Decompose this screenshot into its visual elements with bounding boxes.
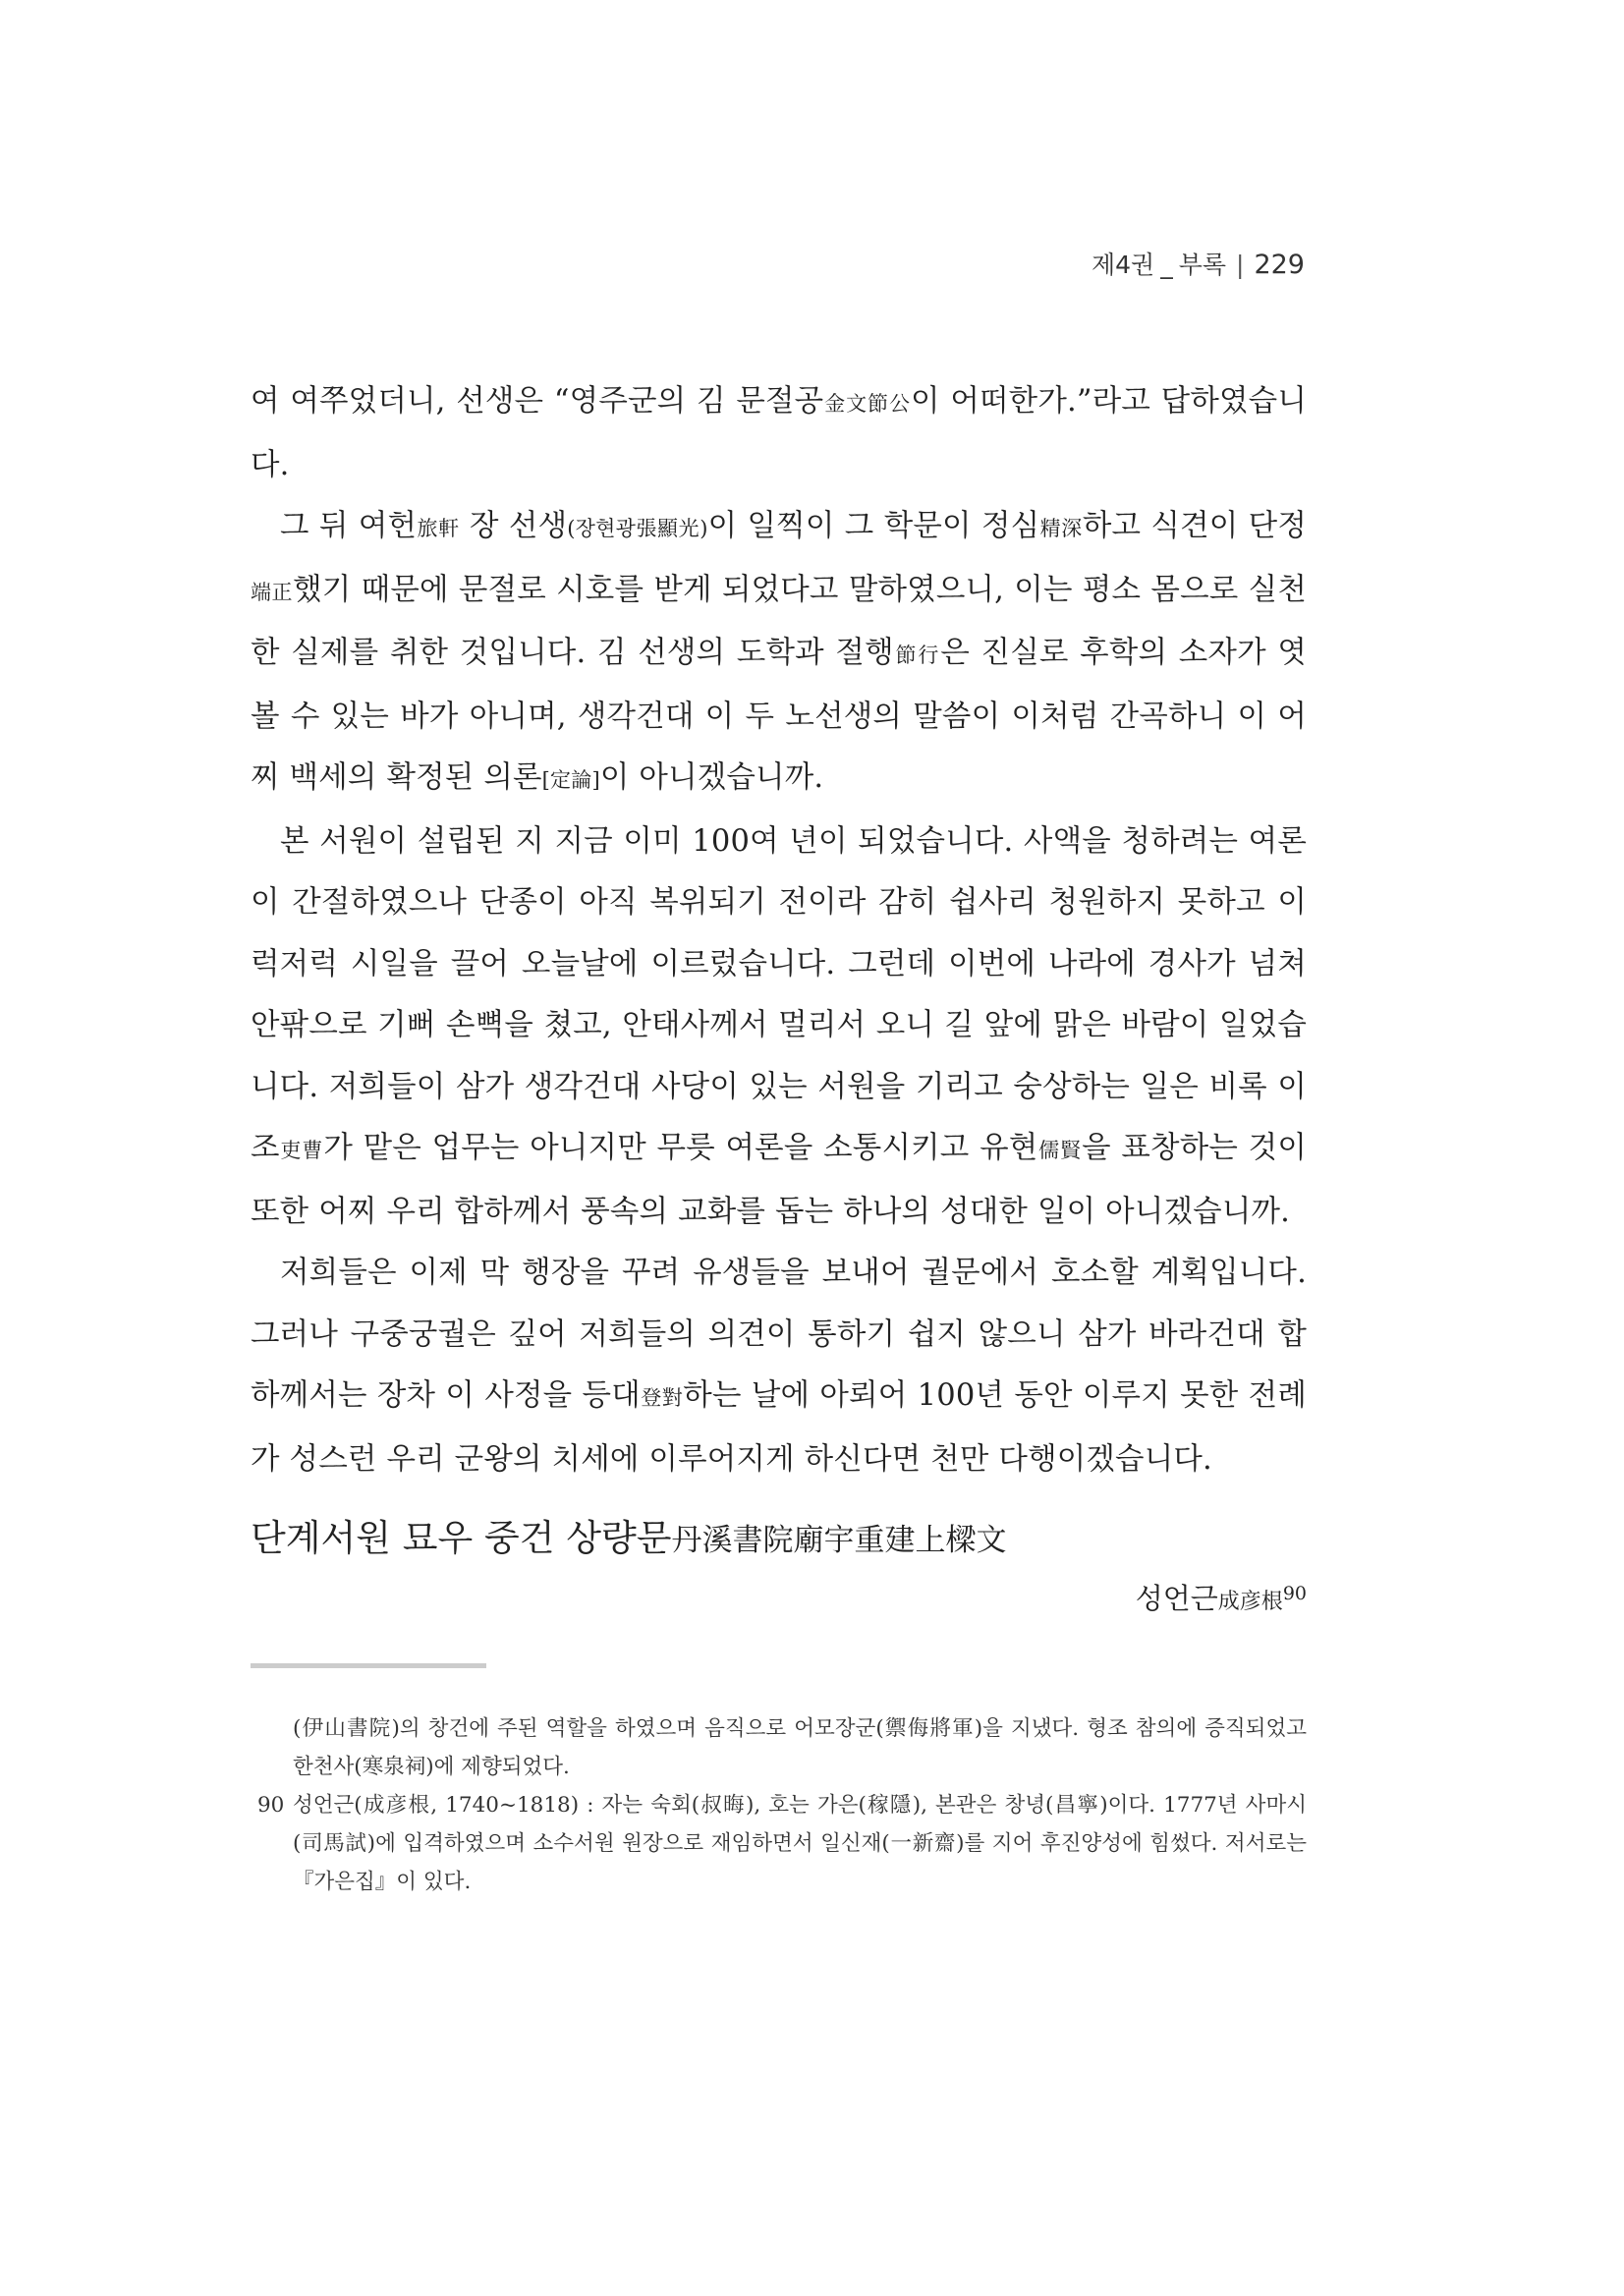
hanja-gloss: 節行: [893, 644, 941, 667]
section-title-korean: 단계서원 묘우 중건 상량문: [251, 1517, 672, 1559]
author-line: [1136, 1577, 1307, 1617]
header-underscore: _: [1160, 251, 1173, 279]
author-hanja: 成彦根: [1217, 1590, 1283, 1614]
text-run: 이 일찍이 그 학문이 정심: [707, 509, 1040, 543]
paragraph-3: [251, 812, 1307, 1244]
section-title-hanja: 丹溪書院廟宇重建上樑文: [671, 1523, 1007, 1558]
hanja-gloss: 吏曹: [279, 1139, 324, 1162]
text-run: 하는 날에 아뢰어 100년 동안 이루지 못한 전례가 성스런 우리 군왕의 치세에 이루어지게 하신다면 천만 다행이겠습니다.: [251, 1378, 1307, 1477]
hanja-gloss: 儒賢: [1037, 1139, 1083, 1162]
section-title: [251, 1508, 1006, 1561]
footnote-90-text: 성언근(成彦根, 1740~1818) : 자는 숙회(叔晦), 호는 가은(稼隱), 본관은 창녕(昌寧)이다. 1777년 사마시(司馬試)에 입격하였으며 소수서원 원장으로 재임하면서 일신재(一新齋)를 지어 후진양성에 힘썼다. 저서로는 『가은집』이 있다.: [293, 1793, 1307, 1894]
footnote-ref-90: 90: [1282, 1583, 1307, 1604]
text-run: 저희들은 이제 막 행장을 꾸려 유생들을 보내어 궐문에서 호소할 계획입니다. 그러나 구중궁궐은 깊어 저희들의 의견이 통하기 쉽지 않으니 삼가 바라건대 합하께서는 장차 이 사정을 등대: [251, 1256, 1307, 1413]
text-run: 을 표창하는 것이 또한 어찌 우리 합하께서 풍속의 교화를 돕는 하나의 성대한 일이 아니겠습니까.: [251, 1131, 1308, 1229]
hanja-gloss: 端正: [251, 580, 294, 604]
hanja-gloss: [定論]: [541, 768, 600, 792]
header-divider: |: [1236, 251, 1245, 279]
footnote-divider: [251, 1663, 486, 1668]
text-run: 가 맡은 업무는 아니지만 무릇 여론을 소통시키고 유현: [323, 1131, 1038, 1165]
page-number: 229: [1254, 250, 1305, 280]
paragraph-1: [251, 371, 1307, 496]
footnote-continuation: (伊山書院)의 창건에 주된 역할을 하였으며 음직으로 어모장군(禦侮將軍)을 지냈다. 형조 참의에 증직되었고 한천사(寒泉祠)에 제향되었다.: [293, 1716, 1307, 1779]
author-name: 성언근: [1135, 1582, 1218, 1615]
hanja-gloss: 金文節公: [823, 392, 912, 416]
header-volume: 제4권: [1091, 251, 1155, 279]
paragraph-4: [251, 1243, 1307, 1490]
text-run: 했기 때문에 문절로 시호를 받게 되었다고 말하였으니, 이는 평소 몸으로 실천한 실제를 취한 것입니다. 김 선생의 도학과 절행: [251, 572, 1307, 670]
text-run: 여 여쭈었더니, 선생은 “영주군의 김 문절공: [251, 384, 824, 419]
running-header: [1092, 246, 1305, 281]
hanja-gloss: 精深: [1039, 517, 1083, 540]
footnote-90-number: 90: [257, 1793, 285, 1818]
paragraph-2: [251, 496, 1307, 812]
footnotes: [257, 1709, 1307, 1901]
text-run: 장 선생: [459, 509, 568, 543]
hanja-gloss: 旅軒: [417, 517, 460, 540]
hanja-gloss: 登對: [640, 1386, 684, 1410]
text-run: 이 아니겠습니까.: [599, 760, 824, 795]
footnote-90: [257, 1786, 1307, 1901]
text-run: 이 어떠한가.”라고 답하였습니다.: [251, 384, 1308, 482]
text-run: 그 뒤 여헌: [280, 509, 418, 543]
text-run: 은 진실로 후학의 소자가 엿볼 수 있는 바가 아니며, 생각건대 이 두 노선생의 말씀이 이처럼 간곡하니 이 어찌 백세의 확정된 의론: [251, 636, 1307, 795]
hanja-gloss: (장현광張顯光): [567, 517, 708, 540]
header-section: 부록: [1178, 251, 1227, 279]
text-run: 하고 식견이 단정: [1082, 509, 1308, 543]
text-run: 본 서원이 설립된 지 지금 이미 100여 년이 되었습니다. 사액을 청하려는 여론이 간절하였으나 단종이 아직 복위되기 전이라 감히 쉽사리 청원하지 못하고 이럭저럭 시일을 끌어 오늘날에 이르렀습니다. 그런데 이번에 나라에 경사가 넘쳐 안팎으로 기뻐 손뼉을 쳤고, 안태사께서 멀리서 오니 길 앞에 맑은 바람이 일었습니다. 저희들이 삼가 생각건대 사당이 있는 서원을 기리고 숭상하는 일은 비록 이조: [251, 823, 1307, 1165]
body-text: [251, 371, 1307, 1490]
